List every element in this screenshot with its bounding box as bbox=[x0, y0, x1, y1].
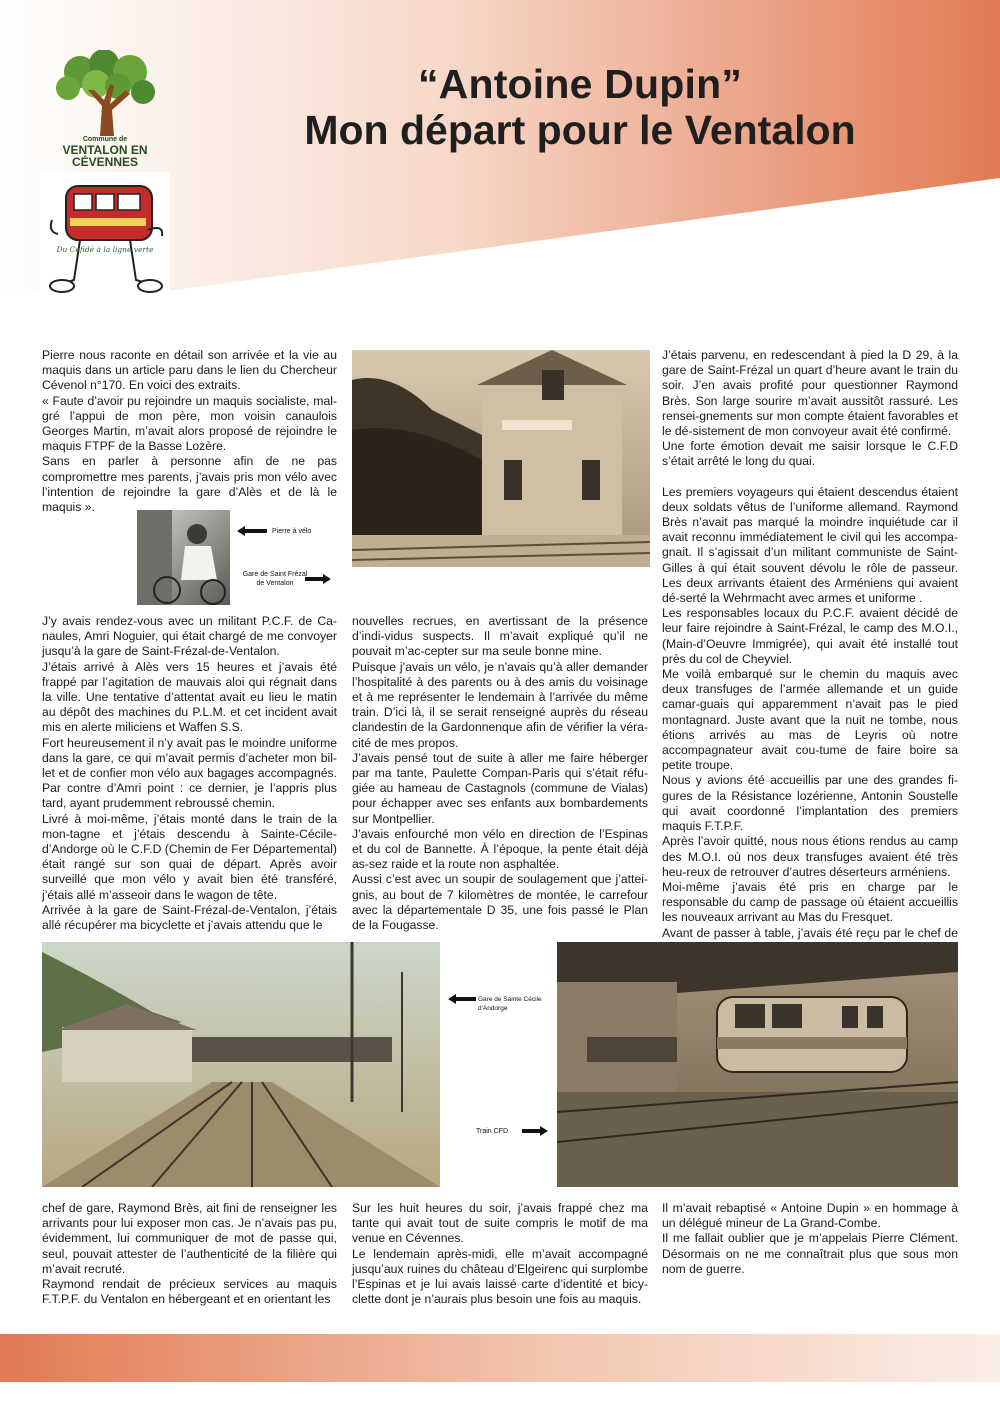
caption-gare-st-frezal: Gare de Saint Frézal de Ventalon bbox=[242, 571, 308, 587]
column-2-bottom bbox=[352, 1201, 648, 1307]
arrow-right-icon bbox=[522, 1126, 548, 1136]
paragraph: J’avais enfourché mon vélo en direction de l’Espinas et du col de Bannette. À l’époque, la pente était déjà as-sez raide et la route non asphaltée. bbox=[352, 826, 648, 872]
paragraph: J’y avais rendez-vous avec un militant P.C.F. de Ca-naules, Amri Noguier, qui était chargé de me convoyer jusqu’à la gare de Saint-Frézal-de-Ventalon. bbox=[42, 614, 337, 659]
photo-gare-st-frezal bbox=[352, 350, 650, 567]
paragraph: Après l’avoir quitté, nous nous étions rendus au camp des M.O.I. où nos deux transfuges avaient été très heu-reux de retrouver d’autres déserteurs arméniens. bbox=[662, 834, 958, 879]
paragraph: Nous y avions été accueillis par une des grandes fi-gures de la Résistance lozérienne, Antonin Soustelle qui avait coordonné l’implantation des premiers maquis F.T.P.F. bbox=[662, 773, 958, 834]
column-3-bottom bbox=[662, 1201, 958, 1277]
commune-brand: Commune de VENTALON EN CÉVENNES bbox=[62, 136, 148, 169]
paragraph: Raymond rendait de précieux services au maquis F.T.P.F. du Ventalon en hébergeant et en orientant les bbox=[42, 1277, 337, 1307]
paragraph: Me voilà embarqué sur le chemin du maquis avec deux transfuges de l’armée allemande et un guide camar-guais qui apparemment n’avait pas le pied montagnard. Juste avant que la nuit ne tombe, nous étions arrivés au mas de Leyris où notre accompagnateur avait cou-tume de faire boire sa petite troupe. bbox=[662, 667, 958, 773]
paragraph: nouvelles recrues, en avertissant de la présence d’indi-vidus suspects. Il m’avait expliqué qu’il ne pouvait m’ac-cepter sur ma seule bonne mine. bbox=[352, 614, 648, 659]
train-mascot-icon bbox=[40, 172, 170, 304]
paragraph: Fort heureusement il n’y avait pas le moindre uniforme dans la gare, ce qui m’avait permis d’acheter mon bil-let et de confier mon vélo aux bagages accompagnés. Par contre d’Amri point : ce dernier, je l’appris plus tard, ayant prudemment rebroussé chemin. bbox=[42, 735, 337, 811]
paragraph: Le lendemain après-midi, elle m’avait accompagné jusqu’aux ruines du château d’Elgeirenc qui surplombe l’Espinas et je lui avais laissé carte d’identité et bicy-clette dont je n’aurais plus besoin une fois au maquis. bbox=[352, 1246, 648, 1307]
paragraph: Une forte émotion devait me saisir lorsque le C.F.D s’était arrêté le long du quai. bbox=[662, 439, 958, 469]
paragraph: Les premiers voyageurs qui étaient descendus étaient deux soldats vêtus de l’uniforme allemand. Raymond Brès n’avait pas marqué la moindre inquiétude car il avait reconnu immédiatement le civil qui les accompa-gnait. Il s’agissait d’un militant communiste de Saint-Gilles à qui était souvent dévolu le rôle de passeur. Les deux arrivants étaient des Arméniens qui avaient dé-serté la Wehrmacht avec armes et uniforme . bbox=[662, 484, 958, 606]
arrow-right-icon bbox=[305, 574, 331, 584]
paragraph: Il m’avait rebaptisé « Antoine Dupin » en hommage à un délégué mineur de La Grand-Combe. bbox=[662, 1201, 958, 1231]
paragraph: Les responsables locaux du P.C.F. avaient décidé de leur faire rejoindre à Saint-Frézal, le camp des M.O.I., (Main-d’Oeuvre Immigrée), qui avait été installé tout près du col de Cheyviel. bbox=[662, 606, 958, 666]
photo-pierre-velo bbox=[137, 510, 230, 605]
paragraph: Aussi c’est avec un soupir de soulagement que j’attei-gnis, au bout de 7 kilomètres de montée, le carrefour avec la départementale D 35, une fois passé le Plan de la Fougasse. bbox=[352, 872, 648, 933]
paragraph: chef de gare, Raymond Brès, ait fini de renseigner les arrivants pour lui exposer mon cas. Je n’avais pas pu, évidemment, lui communiquer de mot de passe qui, seul, pouvait attester de l’authenticité de la filière qui m’avait recruté. bbox=[42, 1201, 337, 1276]
paragraph: Puisque j’avais un vélo, je n’avais qu’à aller demander l’hospitalité à des parents ou à des amis du voisinage et à me représenter le lendemain à l’arrivée du même train. D’ici là, il se serait renseigné auprès du réseau clandestin de la Gardonnenque afin de vérifier la véra-cité de mes propos. bbox=[352, 659, 648, 750]
caption-pierre-velo: Pierre à vélo bbox=[272, 528, 312, 535]
photo-train-cfd bbox=[557, 942, 958, 1187]
column-2-body bbox=[352, 614, 648, 933]
page-title bbox=[230, 62, 930, 154]
column-1-bottom bbox=[42, 1201, 337, 1307]
paragraph: « Faute d’avoir pu rejoindre un maquis socialiste, mal-gré l’appui de mon père, mon voisin canaulois Georges Martin, m’avait alors proposé de rejoindre le maquis FTPF de la Basse Lozère. bbox=[42, 393, 337, 454]
title-line-1: “Antoine Dupin” bbox=[417, 61, 743, 107]
column-1-body bbox=[42, 614, 337, 933]
paragraph: Arrivée à la gare de Saint-Frézal-de-Ventalon, j’étais allé récupérer ma bicyclette et j’avais attendu que le bbox=[42, 902, 337, 933]
paragraph: Sur les huit heures du soir, j’avais frappé chez ma tante qui avait tout de suite compris le motif de ma venue en Cévennes. bbox=[352, 1201, 648, 1246]
column-1-top bbox=[42, 348, 337, 515]
train-mascot-logo bbox=[40, 172, 170, 304]
paragraph: J’avais pensé tout de suite à aller me faire héberger par ma tante, Paulette Compan-Paris qui s’était réfu-giée au hameau de Castagnols (commune de Vialas) pour échapper avec ses enfants aux bombardements sur Montpellier. bbox=[352, 750, 648, 826]
photo-gare-ste-cecile bbox=[42, 942, 440, 1187]
paragraph: J’étais arrivé à Alès vers 15 heures et j’avais été frappé par l’agitation de mauvais aloi qui régnait dans la ville. Une tentative d’attentat avait eu lieu le matin au dépôt des machines du P.L.M. et cet incident avait mis en alerte miliciens et Waffen S.S. bbox=[42, 659, 337, 735]
title-line-2: Mon départ pour le Ventalon bbox=[304, 106, 856, 153]
paragraph: Moi-même j’avais été pris en charge par le responsable du camp de passage où étaient accueillis les nouveaux arrivant au Mas du Fresquet. bbox=[662, 879, 958, 925]
tree-icon bbox=[40, 50, 170, 138]
paragraph: Livré à moi-même, j’étais monté dans le train de la mon-tagne et j’étais descendu à Sainte-Cécile-d’Andorge où le C.F.D (Chemin de Fer Départemental) était rangé sur son quai de départ. Après avoir surveillé que mon vélo y avait bien été transféré, j’étais allé m’asseoir dans le wagon de tête. bbox=[42, 811, 337, 902]
footer-band bbox=[0, 1334, 1000, 1382]
paragraph: Avant de passer à table, j’avais été reçu par le chef de bbox=[662, 925, 958, 940]
caption-gare-ste-cecile: Gare de Sainte Cécile d'Andorge bbox=[478, 996, 542, 1012]
paragraph: Sans en parler à personne afin de ne pas compromettre mes parents, j’avais pris mon vélo avec l’intention de rejoindre la gare d’Alès et de là le maquis ». bbox=[42, 454, 337, 515]
arrow-left-icon bbox=[448, 994, 476, 1004]
column-3-body bbox=[662, 348, 958, 956]
paragraph: Pierre nous raconte en détail son arrivée et la vie au maquis dans un article paru dans le lien du Chercheur Cévenol n°170. En voici des extraits. bbox=[42, 348, 337, 393]
train-logo-text: Du Céfidé à la ligne verte bbox=[56, 245, 154, 254]
commune-logo bbox=[40, 50, 170, 169]
caption-train-cfd: Train CFD bbox=[476, 1128, 509, 1135]
arrow-left-icon bbox=[237, 526, 267, 536]
paragraph: Il me fallait oublier que je m’appelais Pierre Clément. Désormais on ne me connaîtrait plus que sous mon nom de guerre. bbox=[662, 1231, 958, 1276]
paragraph: J’étais parvenu, en redescendant à pied la D 29, à la gare de Saint-Frézal un quart d’heure avant le train du soir. J’en avais profité pour questionner Raymond Brès. Son large sourire m’avait aussitôt rassuré. Les rensei-gnements sur mon compte étaient favorables et le dé-sistement de mon convoyeur avait été confirmé. bbox=[662, 348, 958, 439]
